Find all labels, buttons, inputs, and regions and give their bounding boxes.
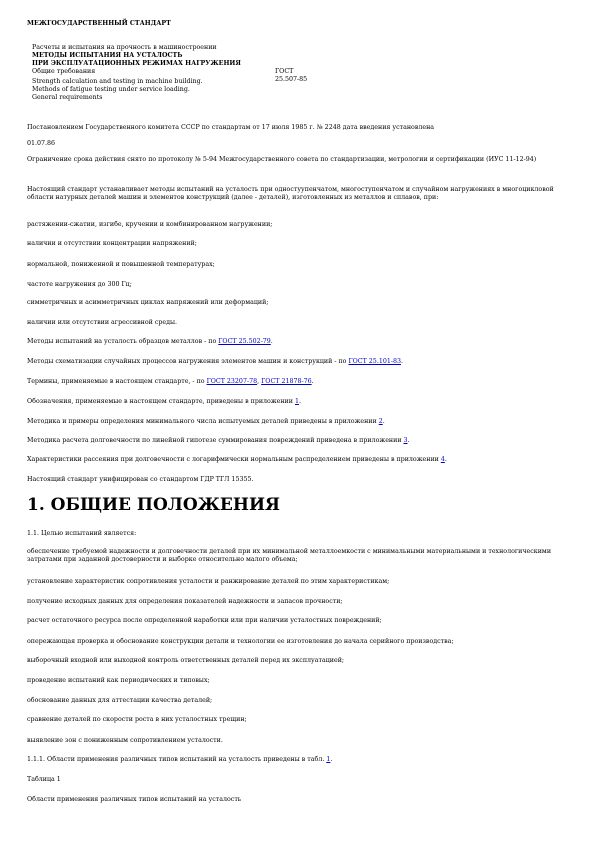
link-appendix-2[interactable]: 2 — [378, 418, 383, 425]
title-en-line-1: Strength calculation and testing in machine building. — [32, 78, 203, 85]
link-gost-21878-76[interactable]: ГОСТ 21878-76 — [261, 378, 312, 385]
clause-1-1: 1.1. Целью испытаний является: — [27, 530, 137, 537]
link-appendix-1[interactable]: 1 — [294, 398, 299, 405]
unification-note: Настоящий стандарт унифицирован со стандартом ГДР ТГЛ 15355. — [27, 476, 254, 483]
gost-number: 25.507-85 — [275, 76, 308, 83]
purpose-item: установление характеристик сопротивления усталости и ранжирование деталей по этим характеристикам; — [27, 578, 390, 585]
scope-item: симметричных и асимметричных циклах напряжений или деформаций; — [27, 299, 269, 306]
title-ru-line-2: МЕТОДЫ ИСПЫТАНИЯ НА УСТАЛОСТЬ — [32, 52, 183, 59]
reference-line: Методы испытаний на усталость образцов металлов - по ГОСТ 25.502-79. — [27, 338, 273, 345]
scope-item: наличии или отсутствии агрессивной среды. — [27, 319, 178, 326]
link-appendix-4[interactable]: 4 — [440, 456, 445, 463]
link-gost-25-101-83[interactable]: ГОСТ 25.101-83 — [348, 358, 401, 365]
scope-paragraph: Настоящий стандарт устанавливает методы испытаний на усталость при одностуупенчатом, многоступенчатом и случайном нагружениях в многоцикловой области натурных деталей машин и элементов конструкций (далее - деталей), изготовленных из металлов и сплавов, при: — [27, 186, 554, 201]
standard-type: МЕЖГОСУДАРСТВЕННЫЙ СТАНДАРТ — [27, 20, 171, 27]
purpose-item: опережающая проверка и обоснование конструкции детали и технологии ее изготовления до начала серийного производства; — [27, 638, 454, 645]
title-ru-line-1: Расчеты и испытания на прочность в машиностроении — [32, 44, 217, 51]
purpose-item: проведение испытаний как периодических и типовых; — [27, 677, 210, 684]
gost-label: ГОСТ — [275, 68, 294, 75]
purpose-item: получение исходных данных для определения показателей надежности и запасов прочности; — [27, 598, 343, 605]
purpose-item: выявление зон с пониженным сопротивлением усталости. — [27, 737, 223, 744]
title-en-line-3: General requirements — [32, 94, 103, 101]
reference-line: Термины, применяемые в настоящем стандарте, - по ГОСТ 23207-78, ГОСТ 21878-76. — [27, 378, 314, 385]
decree-paragraph: Постановлением Государственного комитета СССР по стандартам от 17 июля 1985 г. № 2248 дата введения установлена — [27, 124, 435, 131]
reference-line: Методы схематизации случайных процессов нагружения элементов машин и конструкций - по ГОСТ 25.101-83. — [27, 358, 403, 365]
reference-line: Методика и примеры определения минимального числа испытуемых деталей приведены в приложении 2. — [27, 418, 385, 425]
title-en-line-2: Methods of fatigue testing under service loading. — [32, 86, 190, 93]
reference-line: Методика расчета долговечности по линейной гипотезе суммирования повреждений приведена в приложении 3. — [27, 437, 410, 444]
scope-item: наличии и отсутствии концентрации напряжений; — [27, 240, 197, 247]
link-gost-23207-78[interactable]: ГОСТ 23207-78 — [206, 378, 258, 385]
validity-paragraph: Ограничение срока действия снято по протоколу № 5-94 Межгосударственного совета по стандартизации, метрологии и сертификации (ИУС 11-12-94) — [27, 156, 537, 163]
link-table-1[interactable]: 1 — [326, 756, 331, 763]
scope-item: нормальной, пониженной и повышенной температурах; — [27, 261, 215, 268]
scope-item: частоте нагружения до 300 Гц; — [27, 281, 132, 288]
table-caption: Области применения различных типов испытаний на усталость — [27, 796, 242, 803]
purpose-item: обеспечение требуемой надежности и долговечности деталей при их минимальной металлоемкости с минимальными материальными и технологическими затратами при заданной достоверности и выборке относительно малого объема; — [27, 548, 552, 563]
scope-item: растяжении-сжатии, изгибе, кручении и комбинированном нагружении; — [27, 221, 273, 228]
reference-line: Характеристики рассеяния при долговечности с логарифмически нормальным распределением приведены в приложении 4. — [27, 456, 447, 463]
title-ru-line-4: Общие требования — [32, 68, 96, 75]
purpose-item: выборочный входной или выходной контроль ответственных деталей перед их эксплуатацией; — [27, 657, 345, 664]
title-ru-line-3: ПРИ ЭКСПЛУАТАЦИОННЫХ РЕЖИМАХ НАГРУЖЕНИЯ — [32, 60, 241, 67]
section-heading: 1. ОБЩИЕ ПОЛОЖЕНИЯ — [27, 495, 280, 515]
purpose-item: обоснование данных для аттестации качества деталей; — [27, 697, 213, 704]
purpose-item: расчет остаточного ресурса после определенной наработки или при наличии усталостных повреждений; — [27, 617, 382, 624]
link-appendix-3[interactable]: 3 — [403, 437, 408, 444]
effective-date: 01.07.86 — [27, 140, 56, 147]
purpose-item: сравнение деталей по скорости роста в них усталостных трещин; — [27, 716, 247, 723]
clause-1-1-1: 1.1.1. Области применения различных типов испытаний на усталость приведены в табл. 1. — [27, 756, 333, 763]
link-gost-25-502-79[interactable]: ГОСТ 25.502-79 — [218, 338, 271, 345]
table-label: Таблица 1 — [27, 776, 61, 783]
reference-line: Обозначения, применяемые в настоящем стандарте, приведены в приложении 1. — [27, 398, 301, 405]
